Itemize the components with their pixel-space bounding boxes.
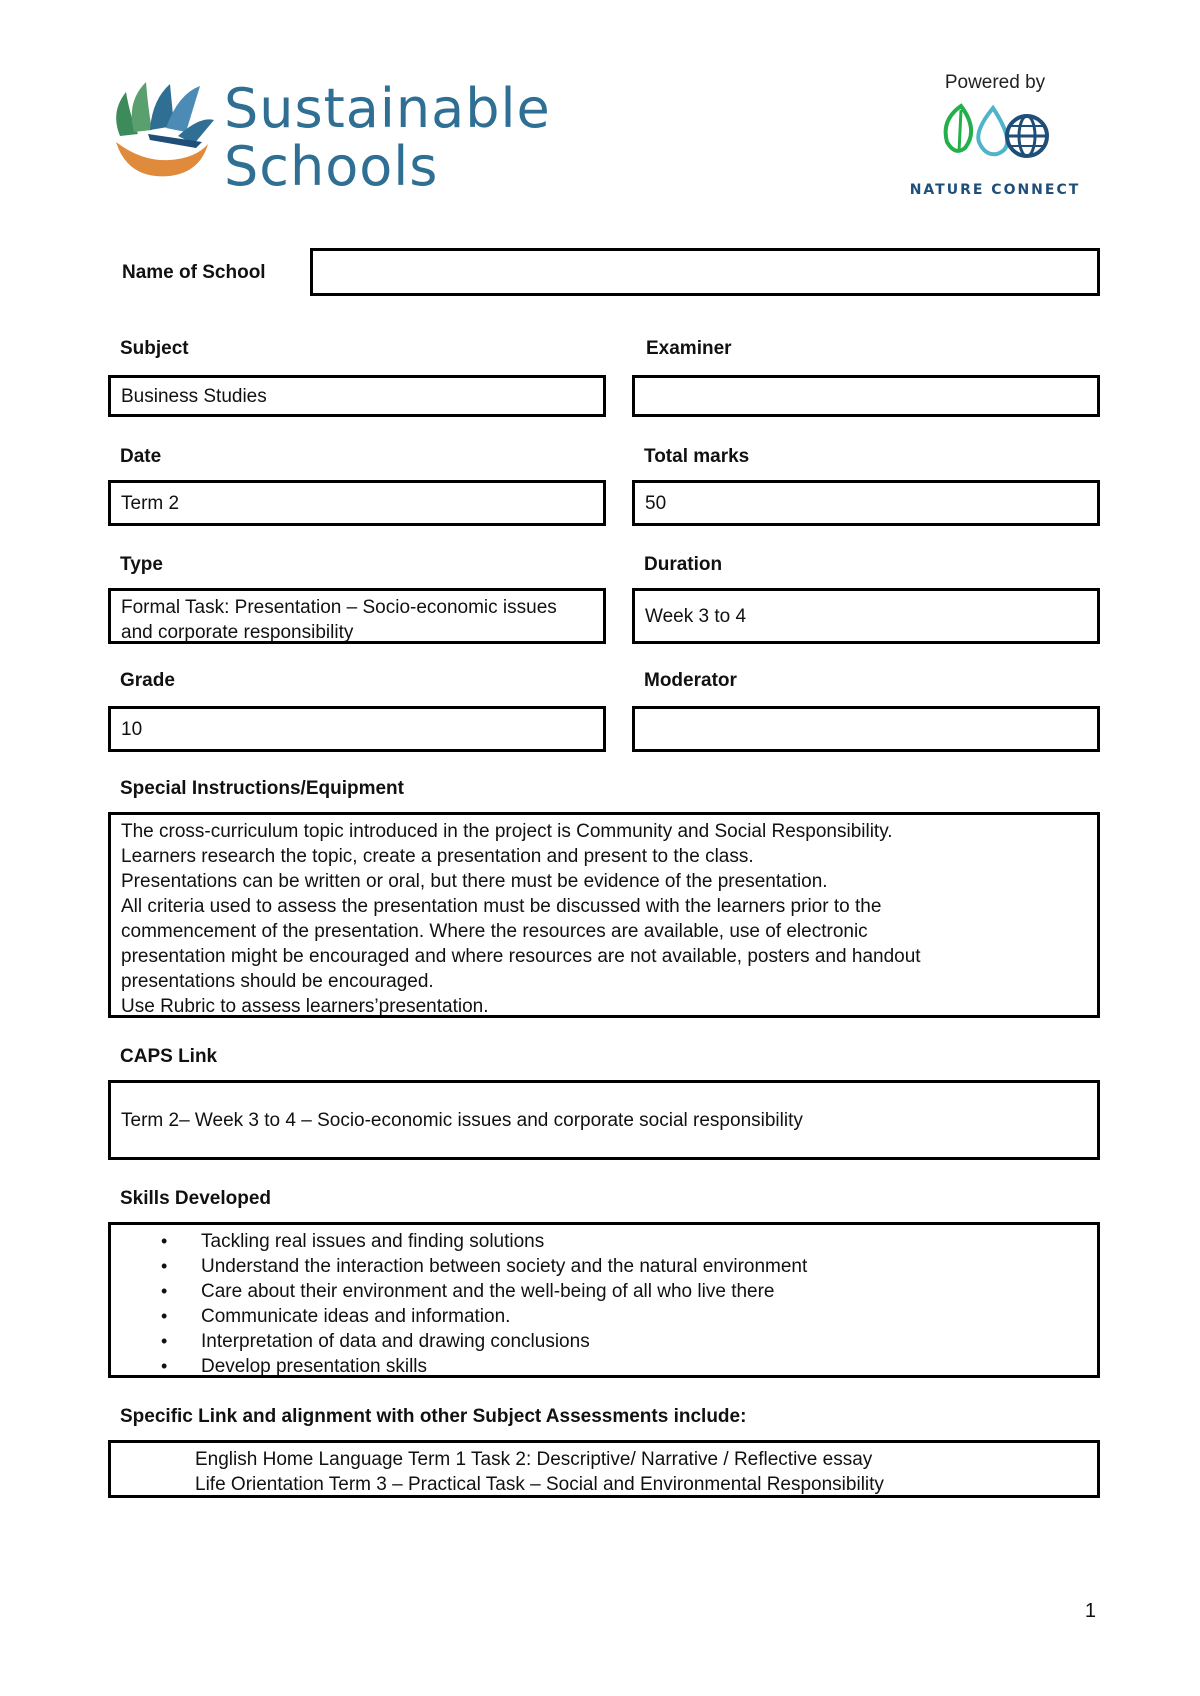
duration-label: Duration <box>644 554 723 575</box>
bullet-icon: • <box>161 1356 168 1376</box>
subject-links-label: Specific Link and alignment with other Subject Assessments include: <box>120 1406 747 1427</box>
subject-label: Subject <box>120 338 189 359</box>
date-field[interactable]: Term 2 <box>108 480 606 526</box>
logo-wordmark <box>224 77 551 198</box>
sustainable-schools-emblem-icon <box>108 72 218 182</box>
list-item <box>161 1229 1087 1254</box>
logo-text-line1: Sustainable <box>224 77 551 140</box>
instruction-line: Use Rubric to assess learners’presentation. <box>121 996 489 1017</box>
nature-connect-logo-icon <box>935 100 1055 162</box>
powered-by-label: Powered by <box>944 72 1046 93</box>
date-label: Date <box>120 446 162 467</box>
school-name-field[interactable] <box>310 248 1100 296</box>
moderator-field[interactable] <box>632 706 1100 752</box>
skills-developed-label: Skills Developed <box>120 1188 272 1209</box>
total-marks-field[interactable]: 50 <box>632 480 1100 526</box>
skill-text: Tackling real issues and finding solutions <box>201 1231 545 1252</box>
examiner-field[interactable] <box>632 375 1100 417</box>
logo-text-line2: Schools <box>224 135 439 198</box>
special-instructions-label: Special Instructions/Equipment <box>120 778 404 799</box>
type-field[interactable]: Formal Task: Presentation – Socio-economic issues and corporate responsibility <box>108 588 606 644</box>
skills-list <box>121 1229 1087 1378</box>
instruction-line: presentations should be encouraged. <box>121 971 434 992</box>
instruction-line: The cross-curriculum topic introduced in the project is Community and Social Responsibility. <box>121 821 893 842</box>
instruction-line: commencement of the presentation. Where the resources are available, use of electronic <box>121 921 868 942</box>
instruction-line: Learners research the topic, create a presentation and present to the class. <box>121 846 754 867</box>
bullet-icon: • <box>161 1256 168 1276</box>
instruction-line: presentation might be encouraged and where resources are not available, posters and handout <box>121 946 921 967</box>
moderator-label: Moderator <box>644 670 737 691</box>
list-item <box>161 1279 1087 1304</box>
list-item <box>161 1254 1087 1279</box>
skill-text: Understand the interaction between society and the natural environment <box>201 1256 808 1277</box>
grade-label: Grade <box>120 670 175 691</box>
nature-connect-label: NATURE CONNECT <box>909 182 1081 198</box>
bullet-icon: • <box>161 1331 168 1351</box>
skill-text: Care about their environment and the well-being of all who live there <box>201 1281 775 1302</box>
page-number: 1 <box>1084 1600 1096 1622</box>
grade-field[interactable]: 10 <box>108 706 606 752</box>
list-item <box>161 1329 1087 1354</box>
list-item <box>161 1304 1087 1329</box>
examiner-label: Examiner <box>646 338 732 359</box>
instruction-line: Presentations can be written or oral, but there must be evidence of the presentation. <box>121 871 828 892</box>
powered-by-block <box>900 72 1090 202</box>
caps-link-field[interactable]: Term 2– Week 3 to 4 – Socio-economic issues and corporate social responsibility <box>108 1080 1100 1160</box>
skills-developed-field[interactable] <box>108 1222 1100 1378</box>
sustainable-schools-logo <box>108 72 568 202</box>
link-line: English Home Language Term 1 Task 2: Descriptive/ Narrative / Reflective essay <box>195 1449 873 1470</box>
school-name-label: Name of School <box>122 262 266 283</box>
skill-text: Interpretation of data and drawing conclusions <box>201 1331 590 1352</box>
bullet-icon: • <box>161 1231 168 1251</box>
total-marks-label: Total marks <box>644 446 750 467</box>
subject-field[interactable]: Business Studies <box>108 375 606 417</box>
skill-text: Communicate ideas and information. <box>201 1306 511 1327</box>
duration-field[interactable]: Week 3 to 4 <box>632 588 1100 644</box>
list-item <box>161 1354 1087 1378</box>
link-line: Life Orientation Term 3 – Practical Task – Social and Environmental Responsibility <box>195 1474 884 1495</box>
instruction-line: All criteria used to assess the presentation must be discussed with the learners prior to the <box>121 896 882 917</box>
type-label: Type <box>120 554 163 575</box>
caps-link-label: CAPS Link <box>120 1046 218 1067</box>
subject-links-field[interactable] <box>108 1440 1100 1498</box>
bullet-icon: • <box>161 1281 168 1301</box>
bullet-icon: • <box>161 1306 168 1326</box>
skill-text: Develop presentation skills <box>201 1356 428 1377</box>
special-instructions-field[interactable] <box>108 812 1100 1018</box>
